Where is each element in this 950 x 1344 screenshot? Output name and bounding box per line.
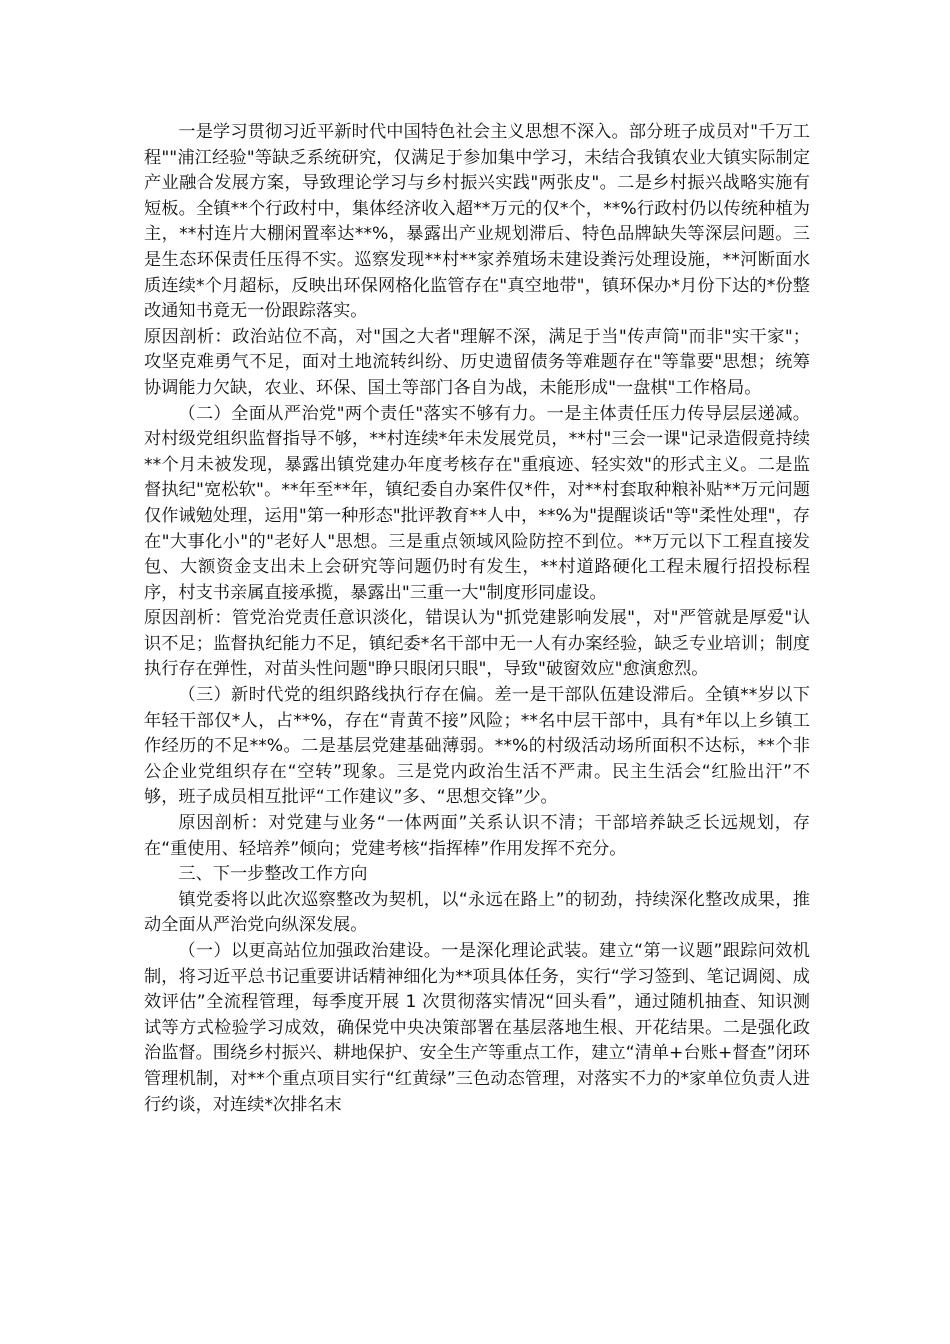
paragraph-next-steps-intro: 镇党委将以此次巡察整改为契机，以“永远在路上”的韧劲，持续深化整改成果，推动全面从严治党向纵深发展。 — [144, 889, 810, 936]
paragraph-political-theory: 一是学习贯彻习近平新时代中国特色社会主义思想不深入。部分班子成员对"千万工程""浦江经验"等缺乏系统研究，仅满足于参加集中学习，未结合我镇农业大镇实际制定产业融合发展方案，导致理论学习与乡村振兴实践"两张皮"。二是乡村振兴战略实施有短板。全镇**个行政村中，集体经济收入超**万元的仅*个，**%行政村仍以传统种植为主，**村连片大棚闲置率达**%，暴露出产业规划滞后、特色品牌缺失等深层问题。三是生态环保责任压得不实。巡察发现**村**家养殖场未建设粪污处理设施，**河断面水质连续*个月超标，反映出环保网格化监管存在"真空地带"，镇环保办*月份下达的*份整改通知书竟无一份跟踪落实。 — [144, 122, 810, 322]
paragraph-cause-analysis-2: 原因剖析：管党治党责任意识淡化，错误认为"抓党建影响发展"，对"严管就是厚爱"认识不足；监督执纪能力不足，镇纪委*名干部中无一人有办案经验，缺乏专业培训；制度执行存在弹性，对苗头性问题"睁只眼闭只眼"，导致"破窗效应"愈演愈烈。 — [144, 608, 810, 680]
paragraph-cause-analysis-3: 原因剖析：对党建与业务“一体两面”关系认识不清；干部培养缺乏长远规划，存在“重使用、轻培养”倾向；党建考核“指挥棒”作用发挥不充分。 — [144, 813, 810, 859]
paragraph-cause-analysis-1: 原因剖析：政治站位不高，对"国之大者"理解不深，满足于当"传声筒"而非"实干家"；攻坚克难勇气不足，面对土地流转纠纷、历史遗留债务等难题存在"等靠要"思想；统筹协调能力欠缺，农业、环保、国土等部门各自为战，未能形成"一盘棋"工作格局。 — [144, 326, 810, 398]
paragraph-political-building: （一）以更高站位加强政治建设。一是深化理论武装。建立“第一议题”跟踪问效机制，将习近平总书记重要讲话精神细化为**项具体任务，实行“学习签到、笔记调阅、成效评估”全流程管理，每季度开展 1 次贯彻落实情况“回头看”，通过随机抽查、知识测试等方式检验学习成效，确保党中央决策部署在基层落地生根、开花结果。二是强化政治监督。围绕乡村振兴、耕地保护、安全生产等重点工作，建立“清单+台账+督查”闭环管理机制，对**个重点项目实行“红黄绿”三色动态管理，对落实不力的*家单位负责人进行约谈，对连续*次排名末 — [144, 941, 810, 1115]
paragraph-party-discipline: （二）全面从严治党"两个责任"落实不够有力。一是主体责任压力传导层层递减。对村级党组织监督指导不够，**村连续*年未发展党员，**村"三会一课"记录造假竟持续**个月未被发现，暴露出镇党建办年度考核存在"重痕迹、轻实效"的形式主义。二是监督执纪"宽松软"。**年至**年，镇纪委自办案件仅*件，对**村套取种粮补贴**万元问题仅作诫勉处理，运用"第一种形态"批评教育**人中，**%为"提醒谈话"等"柔性处理"，存在"大事化小"的"老好人"思想。三是重点领域风险防控不到位。**万元以下工程直接发包、大额资金支出未上会研究等问题仍时有发生，**村道路硬化工程未履行招投标程序，村支书亲属直接承揽，暴露出"三重一大"制度形同虚设。 — [144, 403, 810, 603]
document-body — [144, 120, 810, 1118]
section-heading-next-steps: 三、下一步整改工作方向 — [178, 864, 368, 885]
paragraph-organization-line: （三）新时代党的组织路线执行存在偏。差一是干部队伍建设滞后。全镇**岁以下年轻干部仅*人，占**%，存在“青黄不接”风险；**名中层干部中，具有*年以上乡镇工作经历的不足**%。二是基层党建基础薄弱。**%的村级活动场所面积不达标，**个非公企业党组织存在“空转”现象。三是党内政治生活不严肃。民主生活会“红脸出汗”不够，班子成员相互批评“工作建议”多、“思想交锋”少。 — [144, 685, 810, 808]
